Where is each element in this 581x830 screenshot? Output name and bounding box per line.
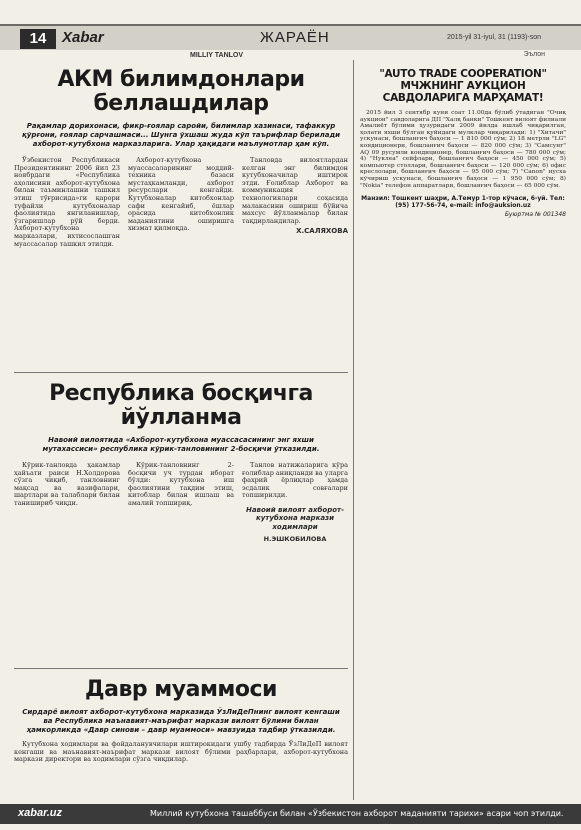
article-2 bbox=[14, 382, 348, 543]
article-2-col-1: Кўрик-танловда ҳакамлар ҳайъати раиси Н.Холдорова сўзга чиқиб, танловнинг мақсад ва вазифалари, шартлари ва талаблари билан танишириб чиқди. bbox=[14, 461, 120, 507]
article-1-col-3: Танловда вилоятлардан келган энг билимдон кутубхоначилар иштирок этди. Ғолиблар Ахборот ва коммуникация технологиялари соҳасида малакасини ошириш бўйича махсус йўлланмалар билан тақдирландилар. Х.САЛЯХОВА bbox=[242, 156, 348, 236]
article-1-title: АКМ билимдонлари беллашдилар bbox=[57, 67, 305, 116]
auction-text: 2015 йил 3 сентябр куни соат 11.00да бўлиб ўтадиган "Очиқ аукцион" савдоларига ДП "Халқ банки" Тошкент вилоят филиали Амалиёт бўлими ҳузуридаги 2009 йилда ишлаб чиқарилган, ҳолати яхши бўлган қуйидаги мулклар чиқарилади: 1) "Хитачи" ускунаси, бошланғич баҳоси — 1 810 000 сўм; 2) 18 метрли "LG" кондиционери, бошланғич баҳоси — 820 000 сўм; 3) "Самсунг" AQ 09 русумли кондиционер, бошланғич баҳоси — 780 000 сўм; 4) "Нуклеа" сейфлари, бошланғич баҳоси — 450 000 сўм; 5) компьютер столлари, бошланғич баҳоси — 120 000 сўм; 6) офис креслолари, бошланғич баҳоси — 95 000 сўм; 7) "Canon" нусха кўчириш ускунаси, бошланғич баҳоси — 1 950 000 сўм; 8) "Nokia" телефон аппаратлари, бошланғич баҳоси — 65 000 сўм. bbox=[360, 110, 566, 189]
article-2-lead: Навоий вилоятида «Ахборот-кутубхона муассасасининг энг яхши мутахассиси» республика кўрик-танловининг 2-босқичи ўтказилди. bbox=[42, 436, 320, 453]
article-3-title: Давр муаммоси bbox=[85, 677, 277, 702]
section-title: ЖАРАЁН bbox=[260, 29, 330, 46]
divider bbox=[14, 668, 348, 669]
page-number: 14 bbox=[20, 29, 56, 49]
footer-note: Миллий кутубхона ташаббуси билан «Ўзбекистон ахборот маданияти тарихи» асари чоп этилди. bbox=[150, 809, 564, 818]
article-1 bbox=[14, 68, 348, 249]
issue-info: 2015-yil 31-iyul, 31 (1193)-son bbox=[446, 34, 541, 41]
auction-contacts: Манзил: Тошкент шаҳри, А.Темур 1-тор кўчаси, 6-уй. Тел: (95) 177-56-74, e-mail: info@auksion.uz bbox=[361, 195, 565, 210]
web-label: Эълон bbox=[523, 51, 545, 58]
article-1-lead: Рақамлар дорихонаси, фикр-ғоялар саройи, билимлар хазинаси, тафаккур қўрғони, ғоялар сарчашмаси... Шунга ўхшаш жуда кўп таърифлар берилади ахборот-кутубхона марказларига. Улар ҳақидаги маълумотлар ҳам кўп. bbox=[22, 122, 340, 148]
auction-title: "AUTO TRADE COOPERATION" МЧЖНИНГ АУКЦИОН САВДОЛАРИГА МАРҲАМАТ! bbox=[379, 68, 547, 104]
article-1-author: Х.САЛЯХОВА bbox=[296, 227, 348, 236]
page-footer bbox=[0, 804, 581, 824]
article-2-col-2: Кўрик-танловнинг 2-босқичи уч турдан иборат бўлди: кутубхона иш фаолиятини тақдим этиш, китоблар билан ишлаш ва амалий топшириқ. bbox=[128, 461, 234, 507]
article-2-quote: Навоий вилоят ахборот-кутубхона маркази ходимлари bbox=[245, 505, 345, 531]
article-3 bbox=[14, 678, 348, 765]
column-divider bbox=[353, 60, 354, 800]
article-1-columns bbox=[14, 157, 348, 249]
article-1-col-1: Ўзбекистон Республикаси Президентининг 2006 йил 23 ноябрдаги «Республика аҳолисини ахборот-кутубхона билан таъминлашни ташкил этиш тўғрисида»ги қарори туфайли кутубхоналар фаолиятида янгиланишлар, ўзгаришлар рўй берди. Ахборот-кутубхона марказлари, ихтисослашган муассасалар ташкил этилди. bbox=[14, 156, 120, 248]
article-1-col-2: Ахборот-кутубхона муассасаларининг моддий-техника базаси мустаҳкамланди, ахборот ресурслари кенгайди. Кутубхоналар китобхонлар сафи кенгайиб, ёшлар орасида китобхонлик маданиятини оширишга хизмат қилмоқда. bbox=[128, 156, 234, 233]
article-2-col-3: Танлов натижаларига кўра ғолиблар аниқланди ва уларга фахрий ёрлиқлар ҳамда эсдалик совғалари топширилди. Навоий вилоят ахборот-кутубхона маркази ходимлари Н.ЭШКОБИЛОВА bbox=[242, 461, 349, 544]
article-2-author: Н.ЭШКОБИЛОВА bbox=[263, 535, 327, 544]
article-2-title: Республика босқичга йўлланма bbox=[49, 381, 313, 430]
footer-site[interactable]: xabar.uz bbox=[18, 807, 63, 819]
auction-order: Буюртма № 001348 bbox=[504, 211, 566, 219]
article-2-columns bbox=[14, 462, 348, 543]
article-3-lead: Сирдарё вилоят ахборот-кутубхона марказида ЎзЛиДеПнинг вилоят кенгаши ва Республика маънавият-маърифат маркази вилоят бўлими билан ҳамкорликда «Давр синови – давр муаммоси» мавзуида тадбир ўтказилди. bbox=[22, 708, 340, 734]
divider bbox=[14, 372, 348, 373]
logo: Xabar bbox=[62, 29, 104, 46]
article-3-text: Кутубхона ходимлари ва фойдаланувчилари иштирокидаги ушбу тадбирда ЎзЛиДеП вилоят кенгаши ва маънавият-маърифат маркази вилоят бўлими раҳбарлари, ахборот-кутубхона маркази директори ва ходимлари сўзга чиқдилар. bbox=[14, 740, 348, 764]
auction-ad bbox=[360, 68, 566, 218]
edition-label: MILLIY TANLOV bbox=[190, 52, 244, 59]
